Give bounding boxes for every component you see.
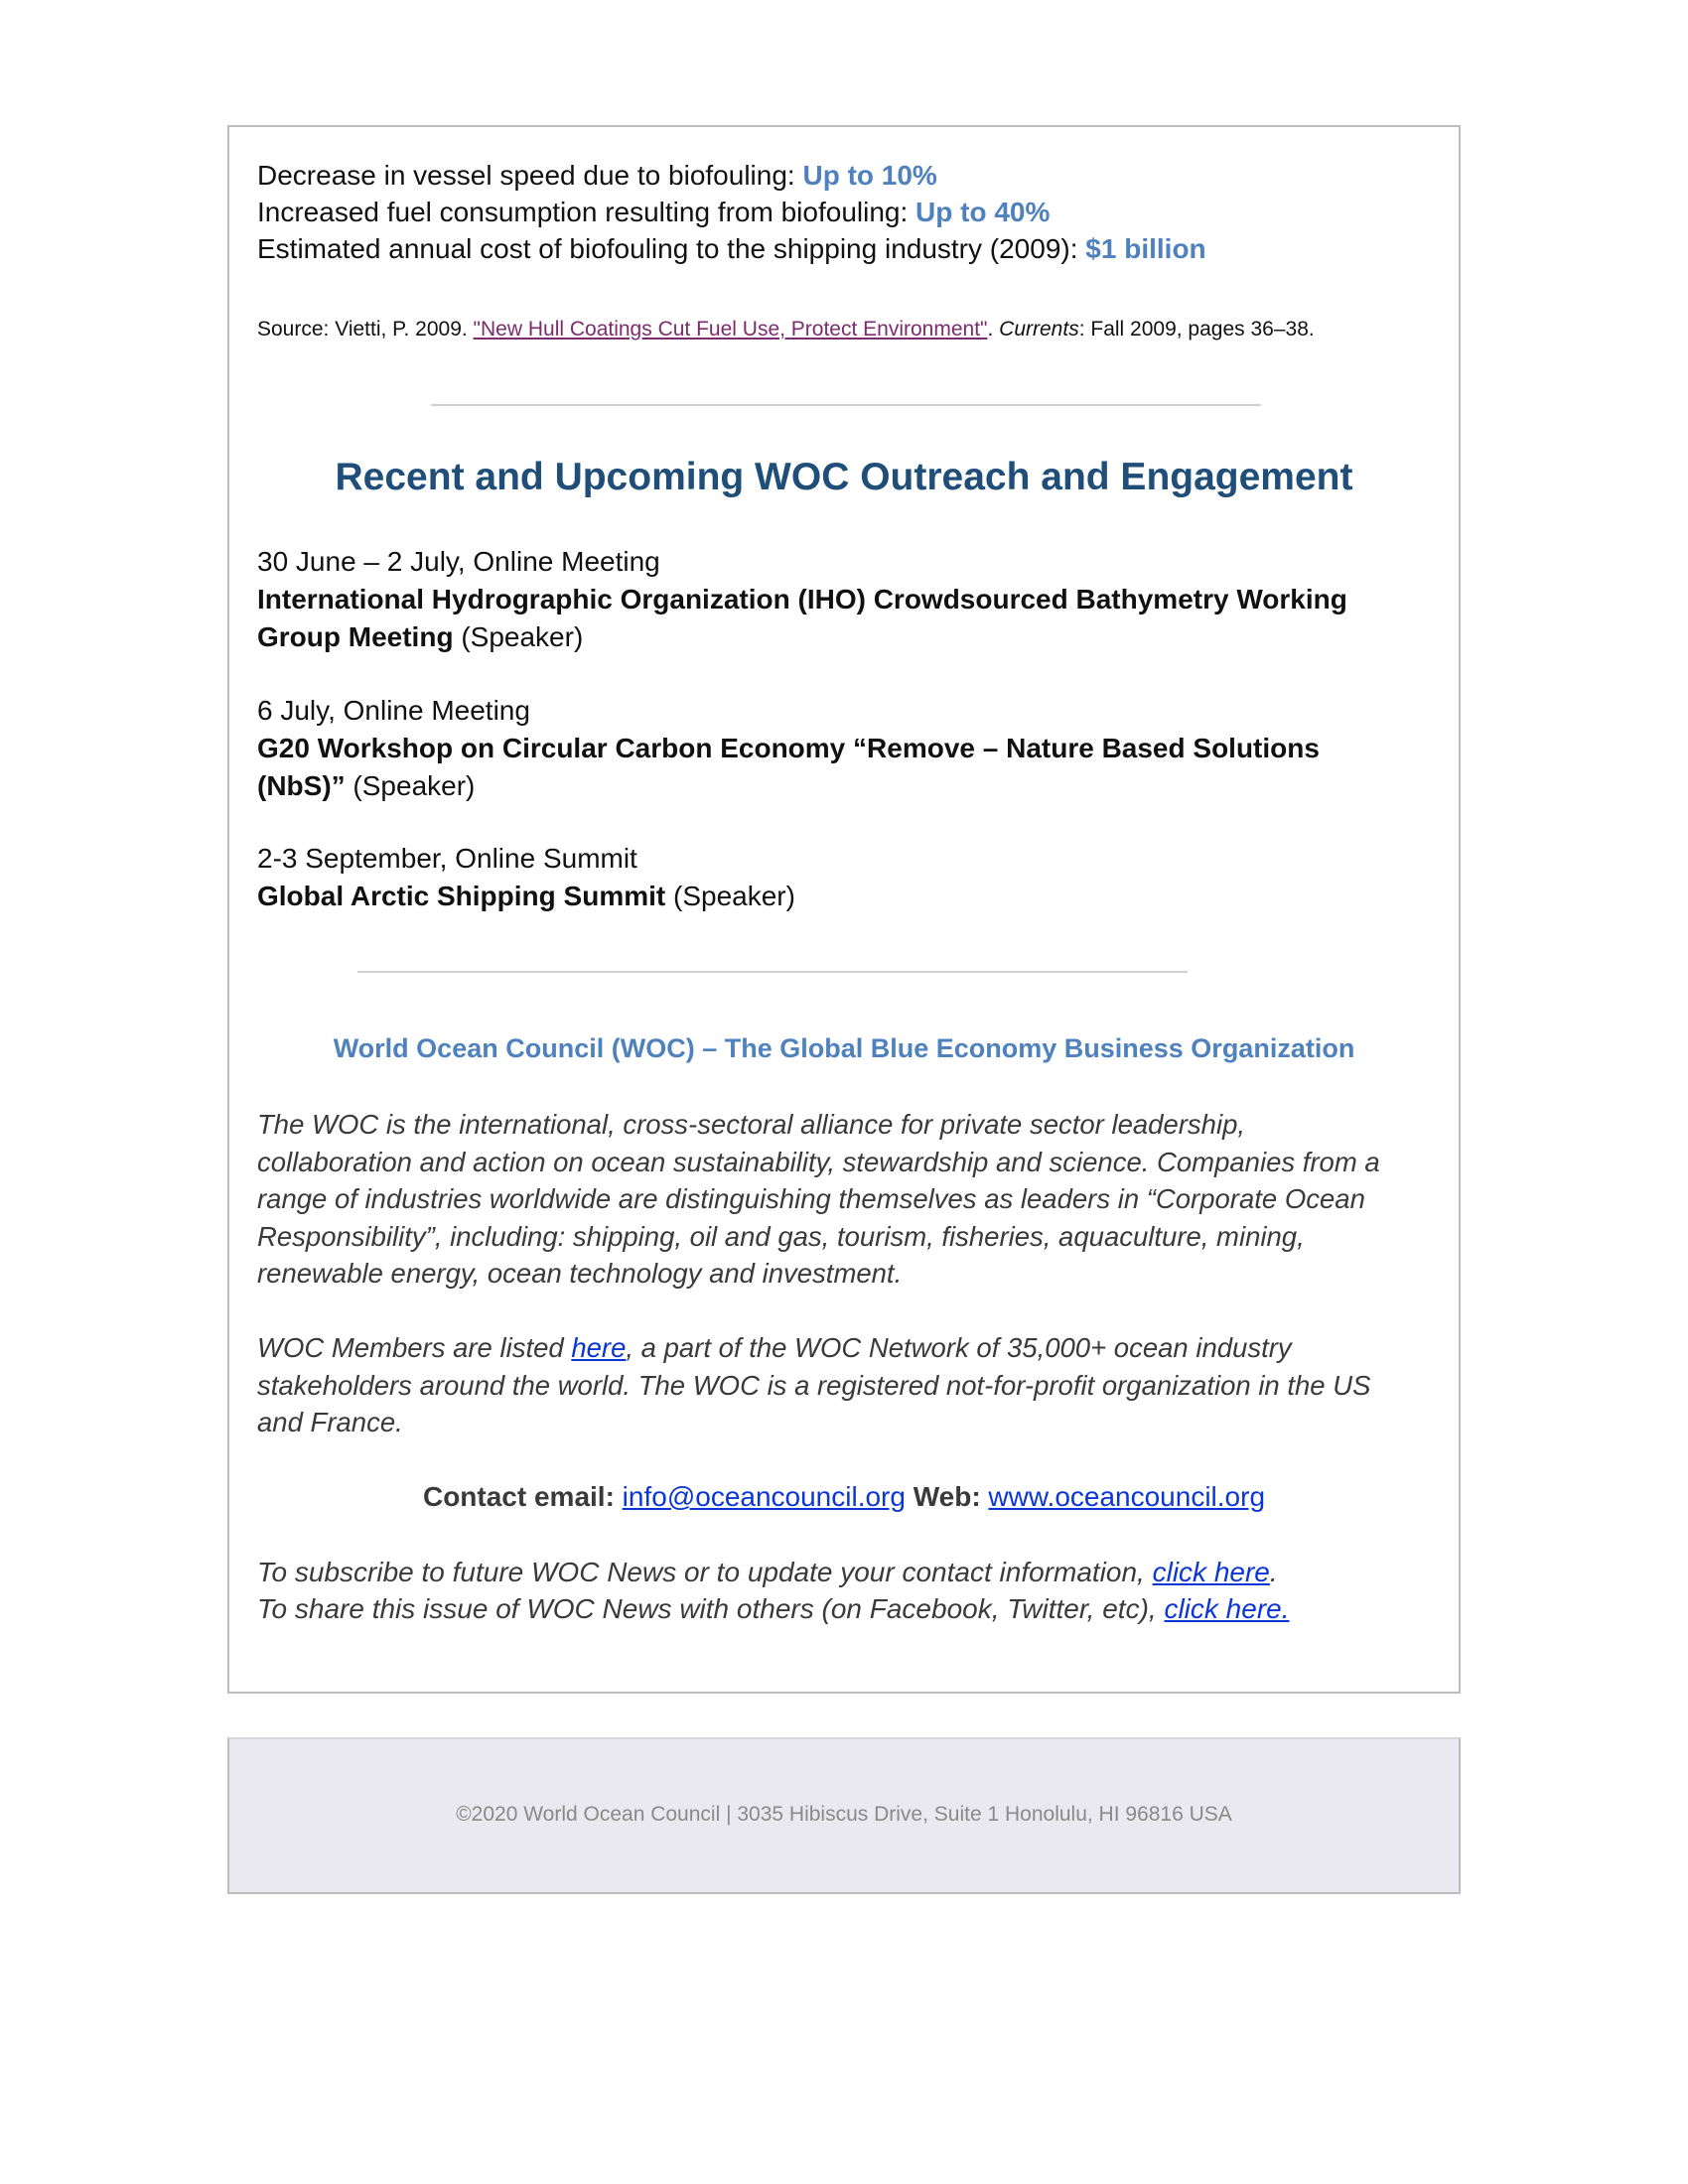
event-title: G20 Workshop on Circular Carbon Economy “Remove – Nature Based Solutions (NbS)” [257, 733, 1320, 801]
event-date: 30 June – 2 July, Online Meeting [257, 546, 660, 577]
event-item [257, 840, 1399, 915]
subscribe-click-here-link[interactable]: click here [1152, 1557, 1270, 1587]
organization-title: World Ocean Council (WOC) – The Global Blue Economy Business Organization [333, 1033, 1355, 1063]
source-citation: Source: Vietti, P. 2009. "New Hull Coatings Cut Fuel Use, Protect Environment". Currents: Fall 2009, pages 36–38. [257, 318, 1315, 341]
footer-copyright: ©2020 World Ocean Council | 3035 Hibiscus Drive, Suite 1 Honolulu, HI 96816 USA [456, 1803, 1232, 1826]
event-role: (Speaker) [665, 881, 795, 911]
about-paragraph: The WOC is the international, cross-sectoral alliance for private sector leadership, collaboration and action on ocean sustainability, stewardship and science. Companies from a range of industries worldwide are distinguishing themselves as leaders in “Corporate Ocean Responsibility”, including: shipping, oil and gas, tourism, fisheries, aquaculture, mining, renewable energy, ocean technology and investment. [257, 1109, 1380, 1289]
stat-value: $1 billion [1085, 233, 1206, 264]
event-title: International Hydrographic Organization (IHO) Crowdsourced Bathymetry Working Group Meeting [257, 584, 1347, 652]
stat-fuel-consumption: Increased fuel consumption resulting from biofouling: Up to 40% [257, 197, 1051, 227]
members-here-link[interactable]: here [571, 1332, 627, 1363]
event-title: Global Arctic Shipping Summit [257, 881, 666, 911]
event-role: (Speaker) [345, 770, 476, 801]
event-item [257, 692, 1399, 805]
contact-email-link[interactable]: info@oceancouncil.org [622, 1481, 906, 1512]
event-date: 2-3 September, Online Summit [257, 843, 637, 874]
source-article-link[interactable]: "New Hull Coatings Cut Fuel Use, Protect Environment" [473, 318, 988, 341]
subscribe-line: To subscribe to future WOC News or to update your contact information, click here. [257, 1557, 1278, 1587]
share-click-here-link[interactable]: click here. [1164, 1593, 1290, 1624]
event-item [257, 543, 1399, 656]
members-paragraph: WOC Members are listed here, a part of the WOC Network of 35,000+ ocean industry stakeholders around the world. The WOC is a registered not-for-profit organization in the US and France. [257, 1332, 1371, 1437]
divider [357, 971, 1188, 973]
share-line: To share this issue of WOC News with others (on Facebook, Twitter, etc), click here. [257, 1593, 1290, 1624]
stat-value: Up to 10% [802, 160, 937, 191]
website-link[interactable]: www.oceancouncil.org [988, 1481, 1266, 1512]
event-date: 6 July, Online Meeting [257, 695, 530, 726]
event-role: (Speaker) [453, 621, 584, 652]
outreach-section-title: Recent and Upcoming WOC Outreach and Engagement [335, 456, 1353, 498]
stat-value: Up to 40% [915, 197, 1051, 227]
stat-annual-cost: Estimated annual cost of biofouling to the shipping industry (2009): $1 billion [257, 233, 1206, 264]
contact-line: Contact email: info@oceancouncil.org Web: www.oceancouncil.org [422, 1481, 1266, 1512]
stat-vessel-speed: Decrease in vessel speed due to biofouling: Up to 10% [257, 160, 937, 191]
divider [431, 404, 1261, 406]
